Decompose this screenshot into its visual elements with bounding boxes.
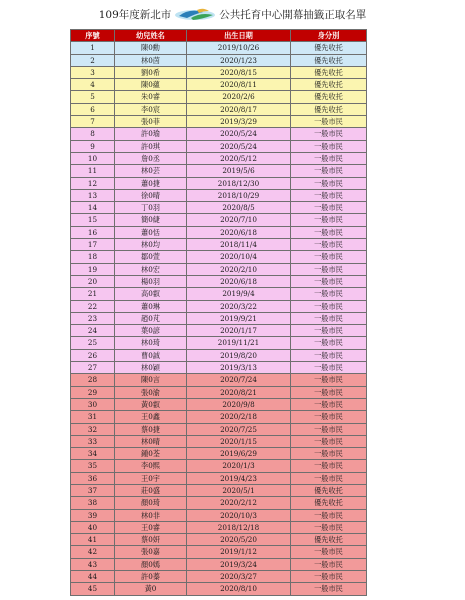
table-row — [71, 497, 367, 509]
table-row — [71, 140, 367, 152]
cell-number: 41 — [71, 534, 115, 546]
table-row — [71, 448, 367, 460]
cell-birth-date: 2019/3/24 — [187, 558, 291, 570]
cell-status: 一般市民 — [291, 214, 367, 226]
cell-status: 一般市民 — [291, 165, 367, 177]
cell-child-name: 林0晴 — [115, 435, 187, 447]
cell-child-name: 張0嘉 — [115, 546, 187, 558]
cell-child-name: 林0宏 — [115, 263, 187, 275]
cell-status: 一般市民 — [291, 128, 367, 140]
cell-child-name: 葉0諺 — [115, 325, 187, 337]
table-row — [71, 165, 367, 177]
cell-birth-date: 2019/3/29 — [187, 116, 291, 128]
table-row — [71, 583, 367, 595]
table-row — [71, 484, 367, 496]
cell-birth-date: 2019/11/21 — [187, 337, 291, 349]
cell-number: 7 — [71, 116, 115, 128]
cell-number: 2 — [71, 54, 115, 66]
cell-number: 5 — [71, 91, 115, 103]
cell-child-name: 顏0嫣 — [115, 558, 187, 570]
cell-number: 31 — [71, 411, 115, 423]
table-row — [71, 91, 367, 103]
cell-status: 一般市民 — [291, 448, 367, 460]
table-row — [71, 189, 367, 201]
cell-number: 6 — [71, 103, 115, 115]
cell-birth-date: 2020/6/18 — [187, 275, 291, 287]
cell-status: 一般市民 — [291, 152, 367, 164]
table-row — [71, 571, 367, 583]
cell-birth-date: 2020/2/10 — [187, 263, 291, 275]
cell-number: 38 — [71, 497, 115, 509]
cell-child-name: 高0叡 — [115, 288, 187, 300]
cell-number: 21 — [71, 288, 115, 300]
table-row — [71, 42, 367, 54]
title-right: 公共托育中心開幕抽籤正取名單 — [219, 8, 367, 21]
cell-child-name: 張0渝 — [115, 386, 187, 398]
cell-status: 一般市民 — [291, 116, 367, 128]
table-row — [71, 411, 367, 423]
cell-number: 27 — [71, 362, 115, 374]
cell-status: 一般市民 — [291, 374, 367, 386]
cell-number: 20 — [71, 275, 115, 287]
table-row — [71, 177, 367, 189]
table-row — [71, 128, 367, 140]
cell-child-name: 林0茵 — [115, 54, 187, 66]
table-row — [71, 374, 367, 386]
cell-birth-date: 2018/10/29 — [187, 189, 291, 201]
cell-status: 一般市民 — [291, 275, 367, 287]
table-row — [71, 300, 367, 312]
document-title — [0, 6, 465, 22]
cell-child-name: 李0宸 — [115, 103, 187, 115]
cell-child-name: 林0均 — [115, 239, 187, 251]
cell-birth-date: 2019/9/4 — [187, 288, 291, 300]
cell-status: 一般市民 — [291, 472, 367, 484]
cell-birth-date: 2020/5/20 — [187, 534, 291, 546]
cell-child-name: 簡0緁 — [115, 214, 187, 226]
cell-status: 一般市民 — [291, 460, 367, 472]
header-birth-date: 出生日期 — [187, 30, 291, 42]
cell-status: 一般市民 — [291, 251, 367, 263]
cell-child-name: 蕭0捷 — [115, 177, 187, 189]
cell-number: 34 — [71, 448, 115, 460]
cell-birth-date: 2019/8/20 — [187, 349, 291, 361]
cell-number: 45 — [71, 583, 115, 595]
cell-child-name: 劉0希 — [115, 66, 187, 78]
cell-number: 17 — [71, 239, 115, 251]
cell-birth-date: 2020/8/11 — [187, 79, 291, 91]
cell-status: 一般市民 — [291, 571, 367, 583]
cell-status: 一般市民 — [291, 177, 367, 189]
cell-number: 12 — [71, 177, 115, 189]
table-row — [71, 362, 367, 374]
table-row — [71, 66, 367, 78]
cell-status: 優先收托 — [291, 103, 367, 115]
cell-child-name: 林0非 — [115, 509, 187, 521]
cell-child-name: 詹0丞 — [115, 152, 187, 164]
cell-child-name: 丁0羽 — [115, 202, 187, 214]
cell-status: 一般市民 — [291, 398, 367, 410]
cell-status: 一般市民 — [291, 521, 367, 533]
cell-birth-date: 2020/10/3 — [187, 509, 291, 521]
cell-child-name: 林0琦 — [115, 337, 187, 349]
cell-birth-date: 2020/5/24 — [187, 140, 291, 152]
cell-status: 一般市民 — [291, 202, 367, 214]
cell-number: 36 — [71, 472, 115, 484]
cell-birth-date: 2019/6/29 — [187, 448, 291, 460]
cell-child-name: 許0瑜 — [115, 128, 187, 140]
cell-number: 35 — [71, 460, 115, 472]
cell-number: 40 — [71, 521, 115, 533]
cell-birth-date: 2019/4/23 — [187, 472, 291, 484]
cell-number: 37 — [71, 484, 115, 496]
cell-birth-date: 2020/5/12 — [187, 152, 291, 164]
cell-number: 10 — [71, 152, 115, 164]
cell-number: 30 — [71, 398, 115, 410]
cell-status: 一般市民 — [291, 189, 367, 201]
cell-birth-date: 2020/7/10 — [187, 214, 291, 226]
cell-status: 一般市民 — [291, 423, 367, 435]
table-row — [71, 152, 367, 164]
cell-status: 一般市民 — [291, 288, 367, 300]
cell-number: 11 — [71, 165, 115, 177]
table-row — [71, 386, 367, 398]
cell-birth-date: 2020/8/21 — [187, 386, 291, 398]
cell-birth-date: 2020/7/25 — [187, 423, 291, 435]
cell-child-name: 趙0芃 — [115, 312, 187, 324]
cell-number: 24 — [71, 325, 115, 337]
cell-number: 32 — [71, 423, 115, 435]
cell-number: 43 — [71, 558, 115, 570]
cell-birth-date: 2020/9/8 — [187, 398, 291, 410]
cell-status: 優先收托 — [291, 42, 367, 54]
cell-number: 8 — [71, 128, 115, 140]
cell-child-name: 徐0晴 — [115, 189, 187, 201]
table-row — [71, 103, 367, 115]
table-row — [71, 116, 367, 128]
cell-child-name: 許0琪 — [115, 140, 187, 152]
cell-child-name: 張0菲 — [115, 116, 187, 128]
cell-status: 一般市民 — [291, 558, 367, 570]
cell-number: 44 — [71, 571, 115, 583]
cell-number: 3 — [71, 66, 115, 78]
cell-number: 23 — [71, 312, 115, 324]
cell-status: 一般市民 — [291, 509, 367, 521]
table-row — [71, 435, 367, 447]
cell-birth-date: 2020/3/27 — [187, 571, 291, 583]
cell-child-name: 曹0誠 — [115, 349, 187, 361]
cell-child-name: 楊0羽 — [115, 275, 187, 287]
cell-status: 一般市民 — [291, 325, 367, 337]
table-row — [71, 275, 367, 287]
cell-birth-date: 2020/10/4 — [187, 251, 291, 263]
cell-child-name: 顏0琦 — [115, 497, 187, 509]
cell-status: 優先收托 — [291, 484, 367, 496]
cell-child-name: 鄒0萱 — [115, 251, 187, 263]
table-row — [71, 263, 367, 275]
table-row — [71, 54, 367, 66]
table-header-row — [71, 30, 367, 42]
table-row — [71, 239, 367, 251]
table-row — [71, 398, 367, 410]
admission-list-table — [70, 29, 367, 596]
cell-status: 一般市民 — [291, 312, 367, 324]
cell-child-name: 莊0盛 — [115, 484, 187, 496]
cell-child-name: 林0穎 — [115, 362, 187, 374]
cell-number: 42 — [71, 546, 115, 558]
cell-number: 14 — [71, 202, 115, 214]
cell-birth-date: 2020/3/22 — [187, 300, 291, 312]
cell-number: 33 — [71, 435, 115, 447]
cell-birth-date: 2020/5/1 — [187, 484, 291, 496]
cell-status: 優先收托 — [291, 91, 367, 103]
cell-birth-date: 2020/2/12 — [187, 497, 291, 509]
table-row — [71, 534, 367, 546]
table-row — [71, 312, 367, 324]
cell-status: 一般市民 — [291, 435, 367, 447]
cell-birth-date: 2020/1/3 — [187, 460, 291, 472]
cell-status: 一般市民 — [291, 140, 367, 152]
cell-status: 一般市民 — [291, 411, 367, 423]
cell-number: 15 — [71, 214, 115, 226]
cell-child-name: 許0蓁 — [115, 571, 187, 583]
table-body — [71, 42, 367, 595]
cell-birth-date: 2020/8/5 — [187, 202, 291, 214]
table-row — [71, 337, 367, 349]
cell-birth-date: 2020/7/24 — [187, 374, 291, 386]
cell-number: 26 — [71, 349, 115, 361]
cell-birth-date: 2020/1/15 — [187, 435, 291, 447]
cell-number: 16 — [71, 226, 115, 238]
cell-child-name: 蕭0琳 — [115, 300, 187, 312]
cell-number: 9 — [71, 140, 115, 152]
cell-status: 優先收托 — [291, 54, 367, 66]
cell-child-name: 林0芸 — [115, 165, 187, 177]
cell-child-name: 朱0睿 — [115, 91, 187, 103]
cell-birth-date: 2020/1/23 — [187, 54, 291, 66]
cell-birth-date: 2018/11/4 — [187, 239, 291, 251]
cell-number: 22 — [71, 300, 115, 312]
table-row — [71, 349, 367, 361]
cell-child-name: 陳0蘊 — [115, 79, 187, 91]
table-row — [71, 288, 367, 300]
table-row — [71, 325, 367, 337]
new-taipei-logo-icon — [173, 6, 217, 22]
table-row — [71, 214, 367, 226]
table-row — [71, 509, 367, 521]
cell-child-name: 王0宇 — [115, 472, 187, 484]
cell-number: 4 — [71, 79, 115, 91]
table-row — [71, 460, 367, 472]
cell-birth-date: 2020/6/18 — [187, 226, 291, 238]
cell-status: 一般市民 — [291, 386, 367, 398]
cell-number: 18 — [71, 251, 115, 263]
cell-birth-date: 2020/8/10 — [187, 583, 291, 595]
cell-birth-date: 2020/5/24 — [187, 128, 291, 140]
table-row — [71, 79, 367, 91]
cell-number: 28 — [71, 374, 115, 386]
cell-status: 一般市民 — [291, 239, 367, 251]
cell-child-name: 李0熙 — [115, 460, 187, 472]
cell-child-name: 陳0勳 — [115, 42, 187, 54]
header-status: 身分別 — [291, 30, 367, 42]
cell-number: 13 — [71, 189, 115, 201]
cell-status: 優先收托 — [291, 79, 367, 91]
table-row — [71, 546, 367, 558]
cell-status: 一般市民 — [291, 583, 367, 595]
table-row — [71, 472, 367, 484]
cell-status: 一般市民 — [291, 546, 367, 558]
cell-birth-date: 2020/8/17 — [187, 103, 291, 115]
cell-birth-date: 2018/12/30 — [187, 177, 291, 189]
cell-number: 25 — [71, 337, 115, 349]
cell-status: 一般市民 — [291, 362, 367, 374]
cell-child-name: 陳0言 — [115, 374, 187, 386]
cell-status: 一般市民 — [291, 226, 367, 238]
table-row — [71, 558, 367, 570]
cell-number: 39 — [71, 509, 115, 521]
cell-birth-date: 2019/3/13 — [187, 362, 291, 374]
table-row — [71, 202, 367, 214]
cell-number: 29 — [71, 386, 115, 398]
cell-child-name: 鍾0荃 — [115, 448, 187, 460]
header-number: 序號 — [71, 30, 115, 42]
cell-birth-date: 2018/12/18 — [187, 521, 291, 533]
cell-status: 一般市民 — [291, 263, 367, 275]
cell-birth-date: 2020/2/6 — [187, 91, 291, 103]
table-row — [71, 521, 367, 533]
cell-birth-date: 2019/10/26 — [187, 42, 291, 54]
cell-child-name: 王0鑫 — [115, 411, 187, 423]
cell-status: 優先收托 — [291, 497, 367, 509]
cell-number: 19 — [71, 263, 115, 275]
cell-birth-date: 2019/1/12 — [187, 546, 291, 558]
title-left: 109年度新北市 — [98, 8, 172, 21]
cell-child-name: 蕭0恬 — [115, 226, 187, 238]
cell-status: 一般市民 — [291, 337, 367, 349]
cell-number: 1 — [71, 42, 115, 54]
cell-birth-date: 2019/5/6 — [187, 165, 291, 177]
cell-child-name: 黃0叡 — [115, 398, 187, 410]
cell-status: 一般市民 — [291, 300, 367, 312]
cell-birth-date: 2020/1/17 — [187, 325, 291, 337]
cell-birth-date: 2020/8/15 — [187, 66, 291, 78]
cell-child-name: 黃0 — [115, 583, 187, 595]
table-row — [71, 423, 367, 435]
cell-birth-date: 2019/9/21 — [187, 312, 291, 324]
cell-status: 優先收托 — [291, 534, 367, 546]
table-row — [71, 251, 367, 263]
cell-status: 一般市民 — [291, 349, 367, 361]
cell-child-name: 蔡0捷 — [115, 423, 187, 435]
header-child-name: 幼兒姓名 — [115, 30, 187, 42]
cell-child-name: 王0睿 — [115, 521, 187, 533]
cell-child-name: 蔡0妍 — [115, 534, 187, 546]
cell-birth-date: 2020/2/18 — [187, 411, 291, 423]
table-row — [71, 226, 367, 238]
cell-status: 優先收托 — [291, 66, 367, 78]
